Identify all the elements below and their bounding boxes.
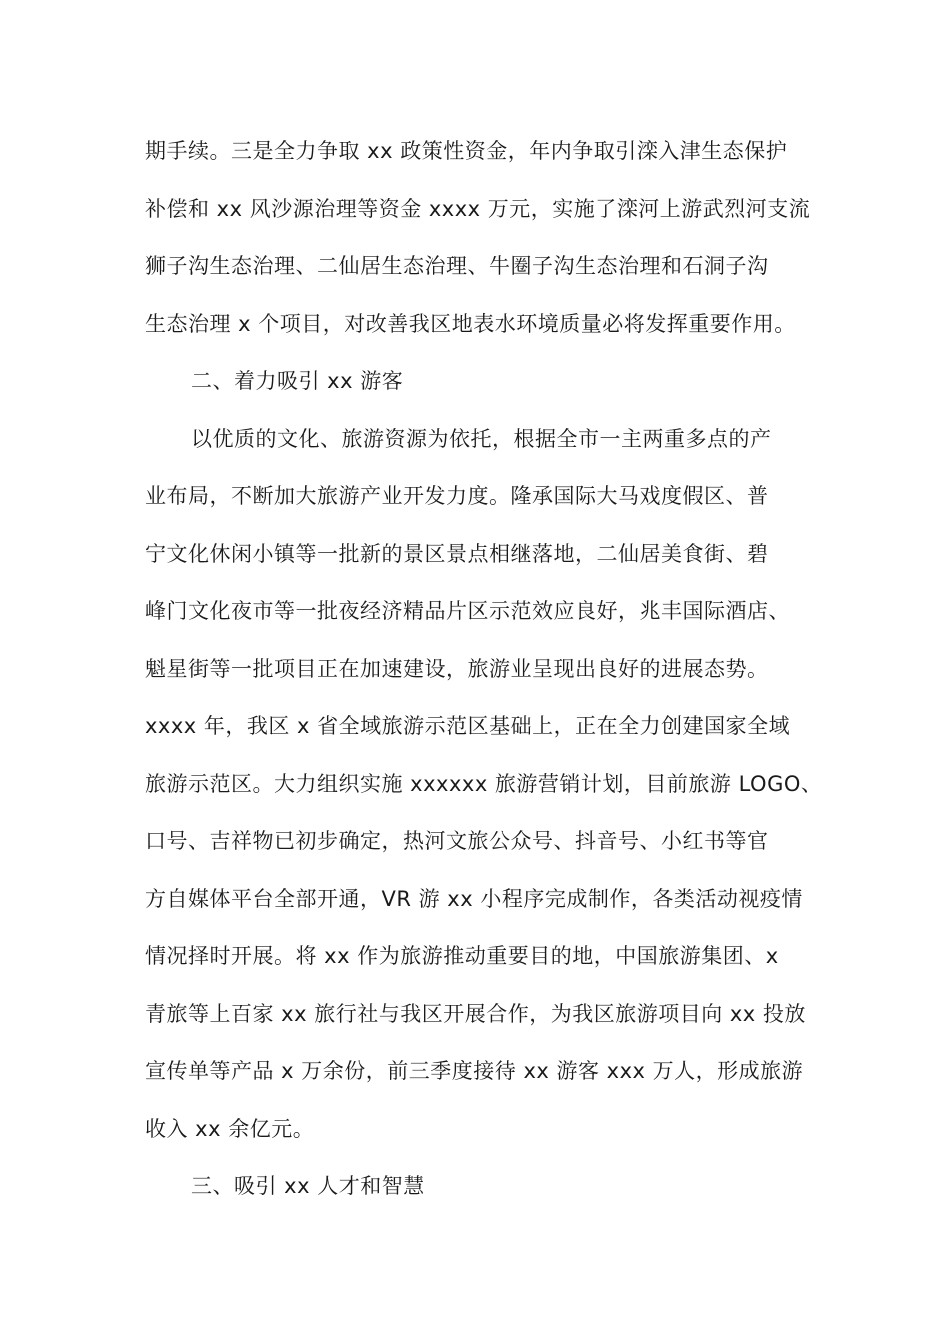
text-line: 方自媒体平台全部开通，VR 游 xx 小程序完成制作，各类活动视疫情 (145, 886, 803, 911)
text-line: 业布局，不断加大旅游产业开发力度。隆承国际大马戏度假区、普 (145, 484, 769, 508)
text-line: 口号、吉祥物已初步确定，热河文旅公众号、抖音号、小红书等官 (145, 829, 769, 853)
text-line: 峰门文化夜市等一批夜经济精品片区示范效应良好，兆丰国际酒店、 (145, 599, 790, 623)
text-line: 旅游示范区。大力组织实施 xxxxxx 旅游营销计划，目前旅游 LOGO、 (145, 771, 823, 796)
text-line: xxxx 年，我区 x 省全域旅游示范区基础上，正在全力创建国家全域 (145, 714, 791, 738)
text-line: 情况择时开展。将 xx 作为旅游推动重要目的地，中国旅游集团、x (145, 944, 779, 968)
text-line: 补偿和 xx 风沙源治理等资金 xxxx 万元，实施了滦河上游武烈河支流 (145, 196, 811, 221)
text-line: 生态治理 x 个项目，对改善我区地表水环境质量必将发挥重要作用。 (145, 311, 796, 336)
text-line: 青旅等上百家 xx 旅行社与我区开展合作，为我区旅游项目向 xx 投放 (145, 1001, 806, 1026)
text-line: 宣传单等产品 x 万余份，前三季度接待 xx 游客 xxx 万人，形成旅游 (145, 1059, 804, 1083)
text-line: 魁星街等一批项目正在加速建设，旅游业呈现出良好的进展态势。 (145, 656, 769, 681)
text-line: 狮子沟生态治理、二仙居生态治理、牛圈子沟生态治理和石洞子沟 (145, 254, 769, 278)
section-heading-3: 三、吸引 xx 人才和智慧 (191, 1174, 425, 1198)
text-line: 以优质的文化、旅游资源为依托，根据全市一主两重多点的产 (191, 426, 772, 451)
document-body (145, 127, 825, 1220)
text-line: 收入 xx 余亿元。 (145, 1116, 315, 1141)
text-line: 宁文化休闲小镇等一批新的景区景点相继落地，二仙居美食街、碧 (145, 541, 769, 566)
section-heading-2: 二、着力吸引 xx 游客 (191, 369, 404, 393)
text-line: 期手续。三是全力争取 xx 政策性资金，年内争取引滦入津生态保护 (145, 139, 788, 163)
